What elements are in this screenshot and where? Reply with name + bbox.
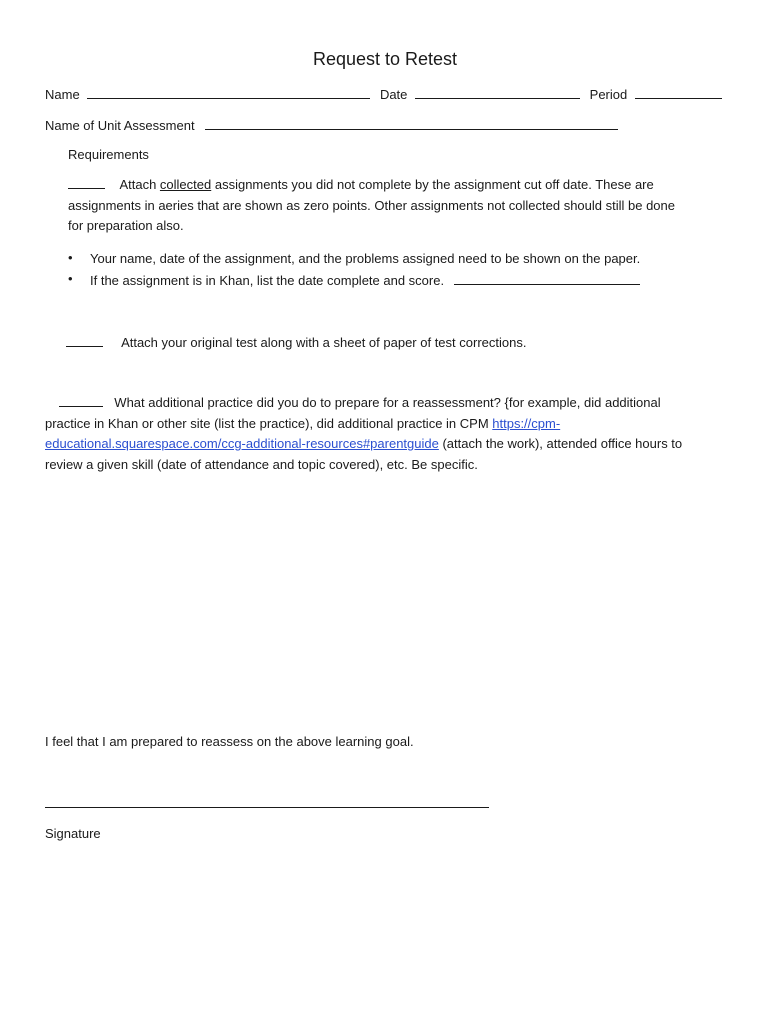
requirement-additional-practice: What additional practice did you do to prepare for a reassessment? {for example, did additional practice in Khan or other site (list the practice), did additional practice in CPM https://cpm- educational.squarespace.com/ccg-additional-resources#parentguide (attach the work), attended office hours to review a given skill (date of attendance and topic covered), etc. Be specific. <box>45 395 683 472</box>
unit-assessment-field[interactable] <box>205 117 618 130</box>
period-field[interactable] <box>635 86 722 99</box>
page-title: Request to Retest <box>312 49 458 69</box>
signature-label: Signature <box>45 826 101 841</box>
header-row <box>45 86 722 102</box>
signature-field[interactable] <box>45 807 489 808</box>
bullet-item: Your name, date of the assignment, and the problems assigned need to be shown on the paper. <box>90 251 641 266</box>
name-label: Name <box>45 87 80 102</box>
check-blank-collected[interactable] <box>68 176 105 189</box>
date-field[interactable] <box>415 86 580 99</box>
cpm-link-part2[interactable]: educational.squarespace.com/ccg-additional-resources#parentguide <box>45 436 439 451</box>
prepared-statement: I feel that I am prepared to reassess on the above learning goal. <box>45 734 414 749</box>
bullet-dot: • <box>68 271 73 286</box>
khan-score-field[interactable] <box>454 272 640 285</box>
requirement-original-test: Attach your original test along with a sheet of paper of test corrections. <box>66 334 526 350</box>
check-blank-additional-practice[interactable] <box>59 394 103 407</box>
period-label: Period <box>589 87 628 102</box>
unit-assessment-row <box>45 117 618 133</box>
date-label: Date <box>379 87 408 102</box>
bullet-item: If the assignment is in Khan, list the date complete and score. <box>90 272 640 288</box>
name-field[interactable] <box>87 86 370 99</box>
check-blank-original-test[interactable] <box>66 334 103 347</box>
collected-underline: collected <box>159 177 212 192</box>
requirements-heading: Requirements <box>68 147 149 162</box>
unit-assessment-label: Name of Unit Assessment <box>45 118 195 133</box>
requirement-collected: Attach collected assignments you did not complete by the assignment cut off date. These are assignments in aeries that are shown as zero points. Other assignments not collected should still be done for preparation also. <box>68 177 676 233</box>
bullet-dot: • <box>68 250 73 265</box>
cpm-link-part1[interactable]: https://cpm- <box>492 415 561 431</box>
